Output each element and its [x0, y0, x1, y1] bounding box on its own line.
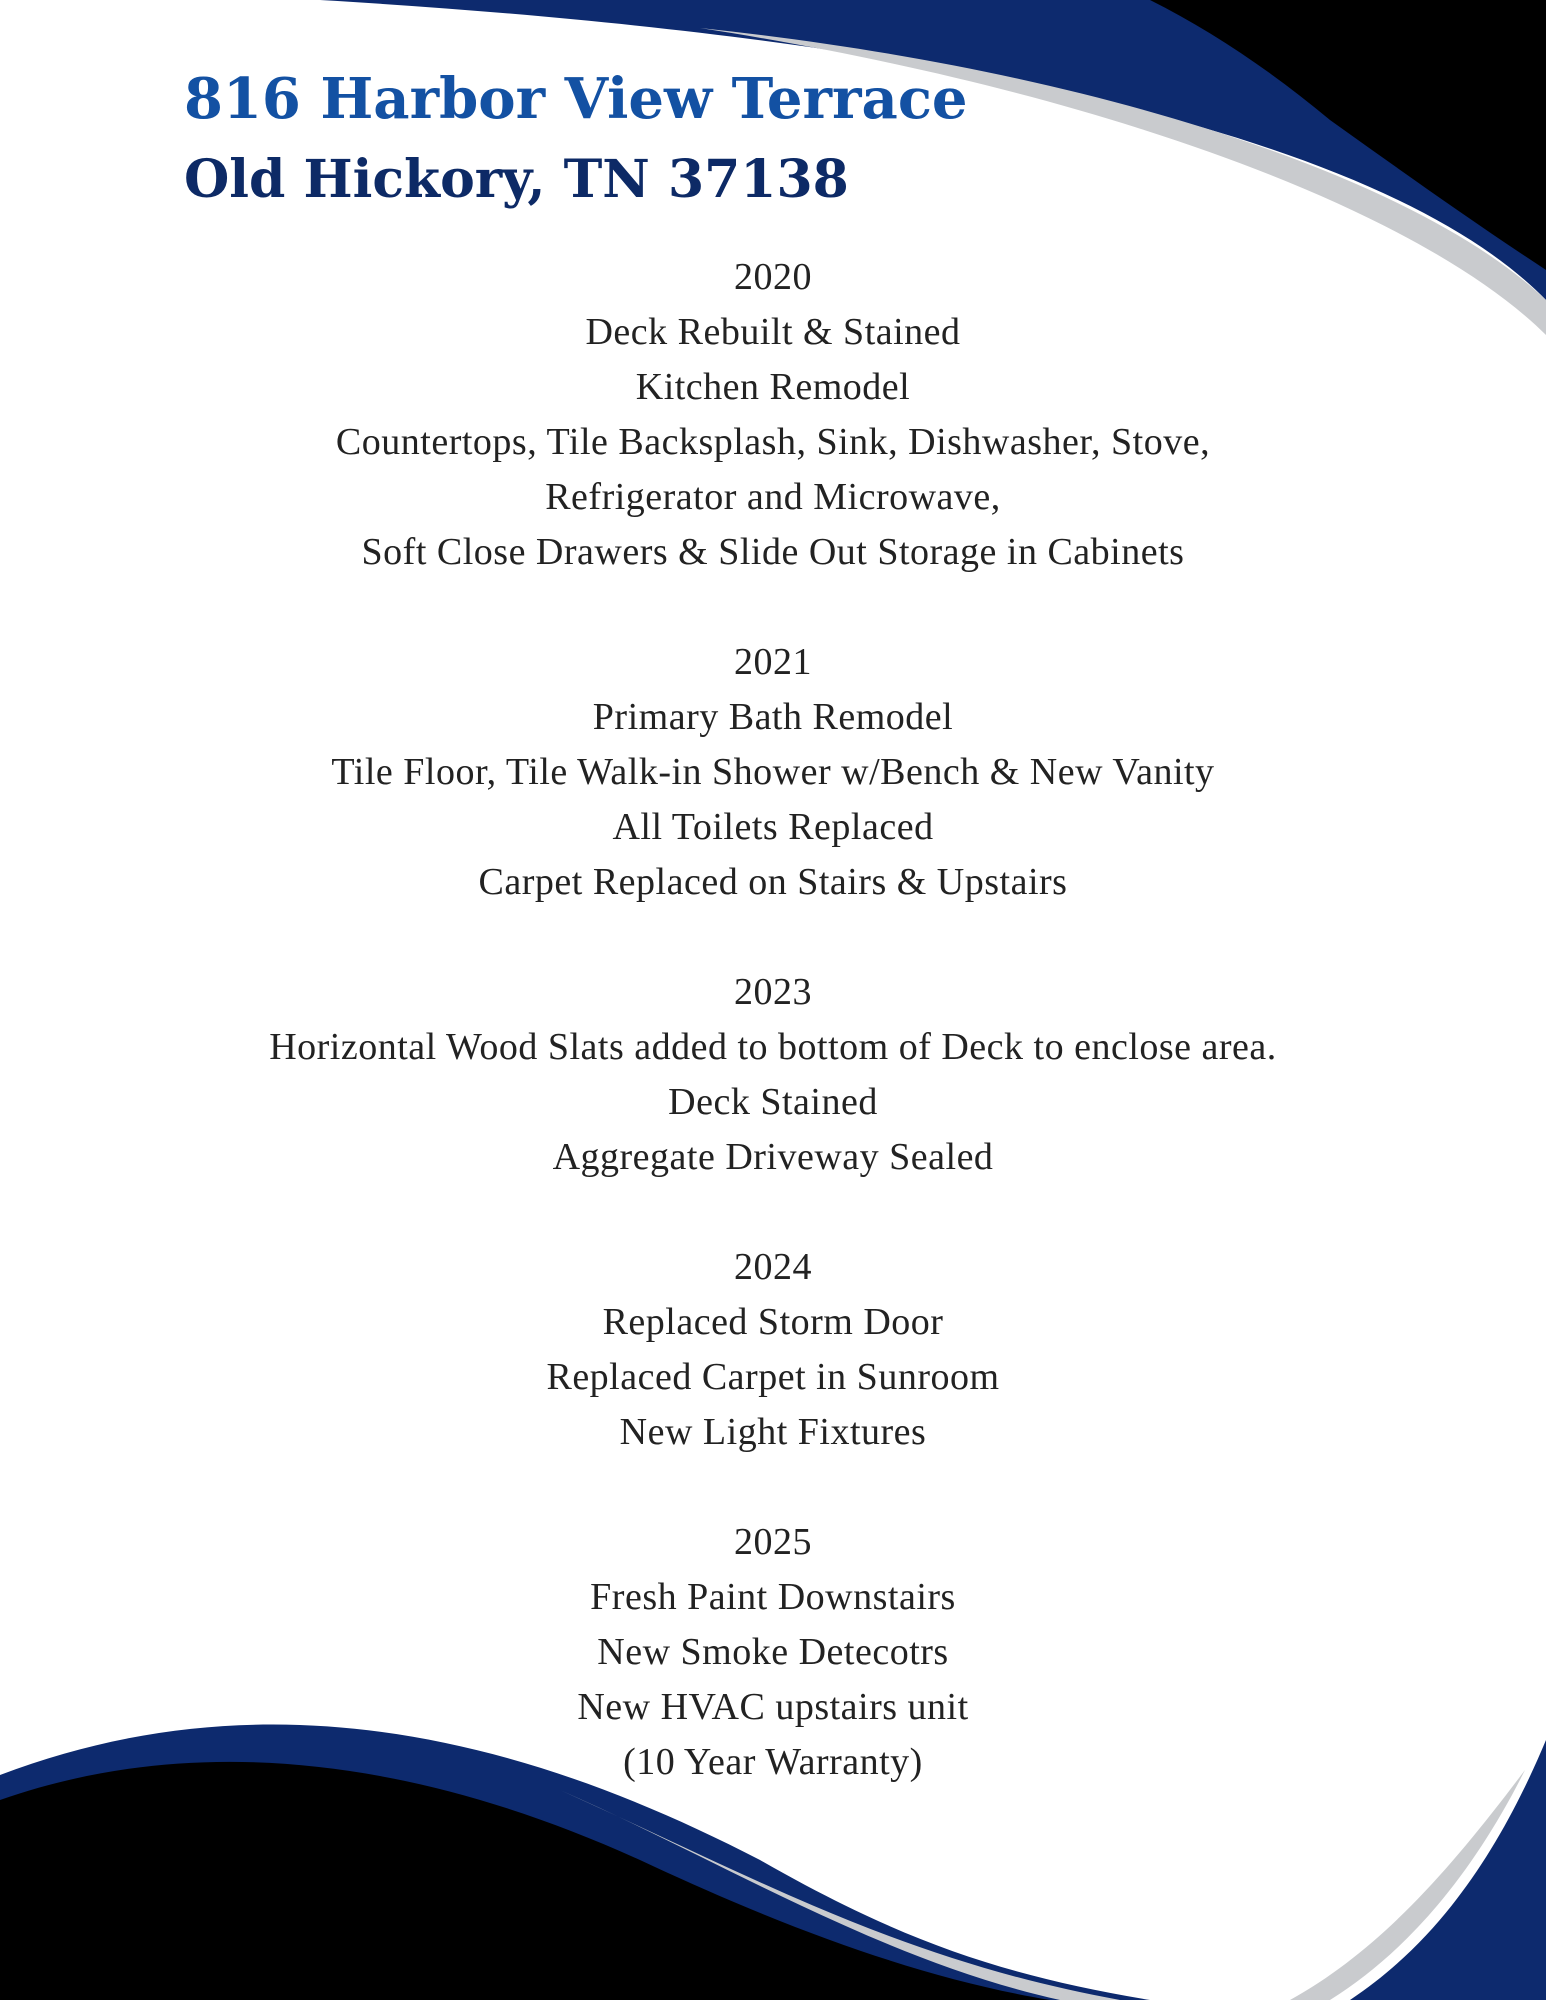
list-item: Aggregate Driveway Sealed: [552, 1136, 994, 1178]
year-block-2020: [0, 250, 1546, 580]
list-item: Deck Rebuilt & Stained: [585, 311, 961, 353]
year-block-2023: [0, 965, 1546, 1185]
year-block-2025: [0, 1515, 1546, 1790]
year-block-2021: [0, 635, 1546, 910]
list-item: (10 Year Warranty): [623, 1741, 923, 1783]
year-heading: 2024: [734, 1246, 812, 1288]
year-heading: 2020: [734, 256, 812, 298]
list-item: Carpet Replaced on Stairs & Upstairs: [478, 861, 1068, 903]
list-item: Horizontal Wood Slats added to bottom of Deck to enclose area.: [269, 1026, 1277, 1068]
improvements-list: [0, 250, 1546, 1845]
year-block-2024: [0, 1240, 1546, 1460]
list-item: Replaced Carpet in Sunroom: [546, 1356, 1000, 1398]
city-state-zip: Old Hickory, TN 37138: [184, 149, 849, 211]
year-heading: 2021: [734, 641, 812, 683]
list-item: Soft Close Drawers & Slide Out Storage in Cabinets: [361, 531, 1185, 573]
year-heading: 2025: [734, 1521, 812, 1563]
list-item: Kitchen Remodel: [635, 366, 911, 408]
list-item: Refrigerator and Microwave,: [545, 476, 1001, 518]
year-heading: 2023: [734, 971, 812, 1013]
list-item: Tile Floor, Tile Walk-in Shower w/Bench & New Vanity: [331, 751, 1215, 793]
list-item: Countertops, Tile Backsplash, Sink, Dishwasher, Stove,: [335, 421, 1211, 463]
list-item: Primary Bath Remodel: [592, 696, 954, 738]
list-item: New Light Fixtures: [619, 1411, 927, 1453]
list-item: Replaced Storm Door: [602, 1301, 944, 1343]
property-address: [184, 66, 968, 212]
list-item: All Toilets Replaced: [612, 806, 934, 848]
street-address: 816 Harbor View Terrace: [184, 66, 968, 132]
list-item: New Smoke Detecotrs: [597, 1631, 949, 1673]
list-item: Deck Stained: [668, 1081, 878, 1123]
list-item: Fresh Paint Downstairs: [590, 1576, 956, 1618]
list-item: New HVAC upstairs unit: [577, 1686, 969, 1728]
